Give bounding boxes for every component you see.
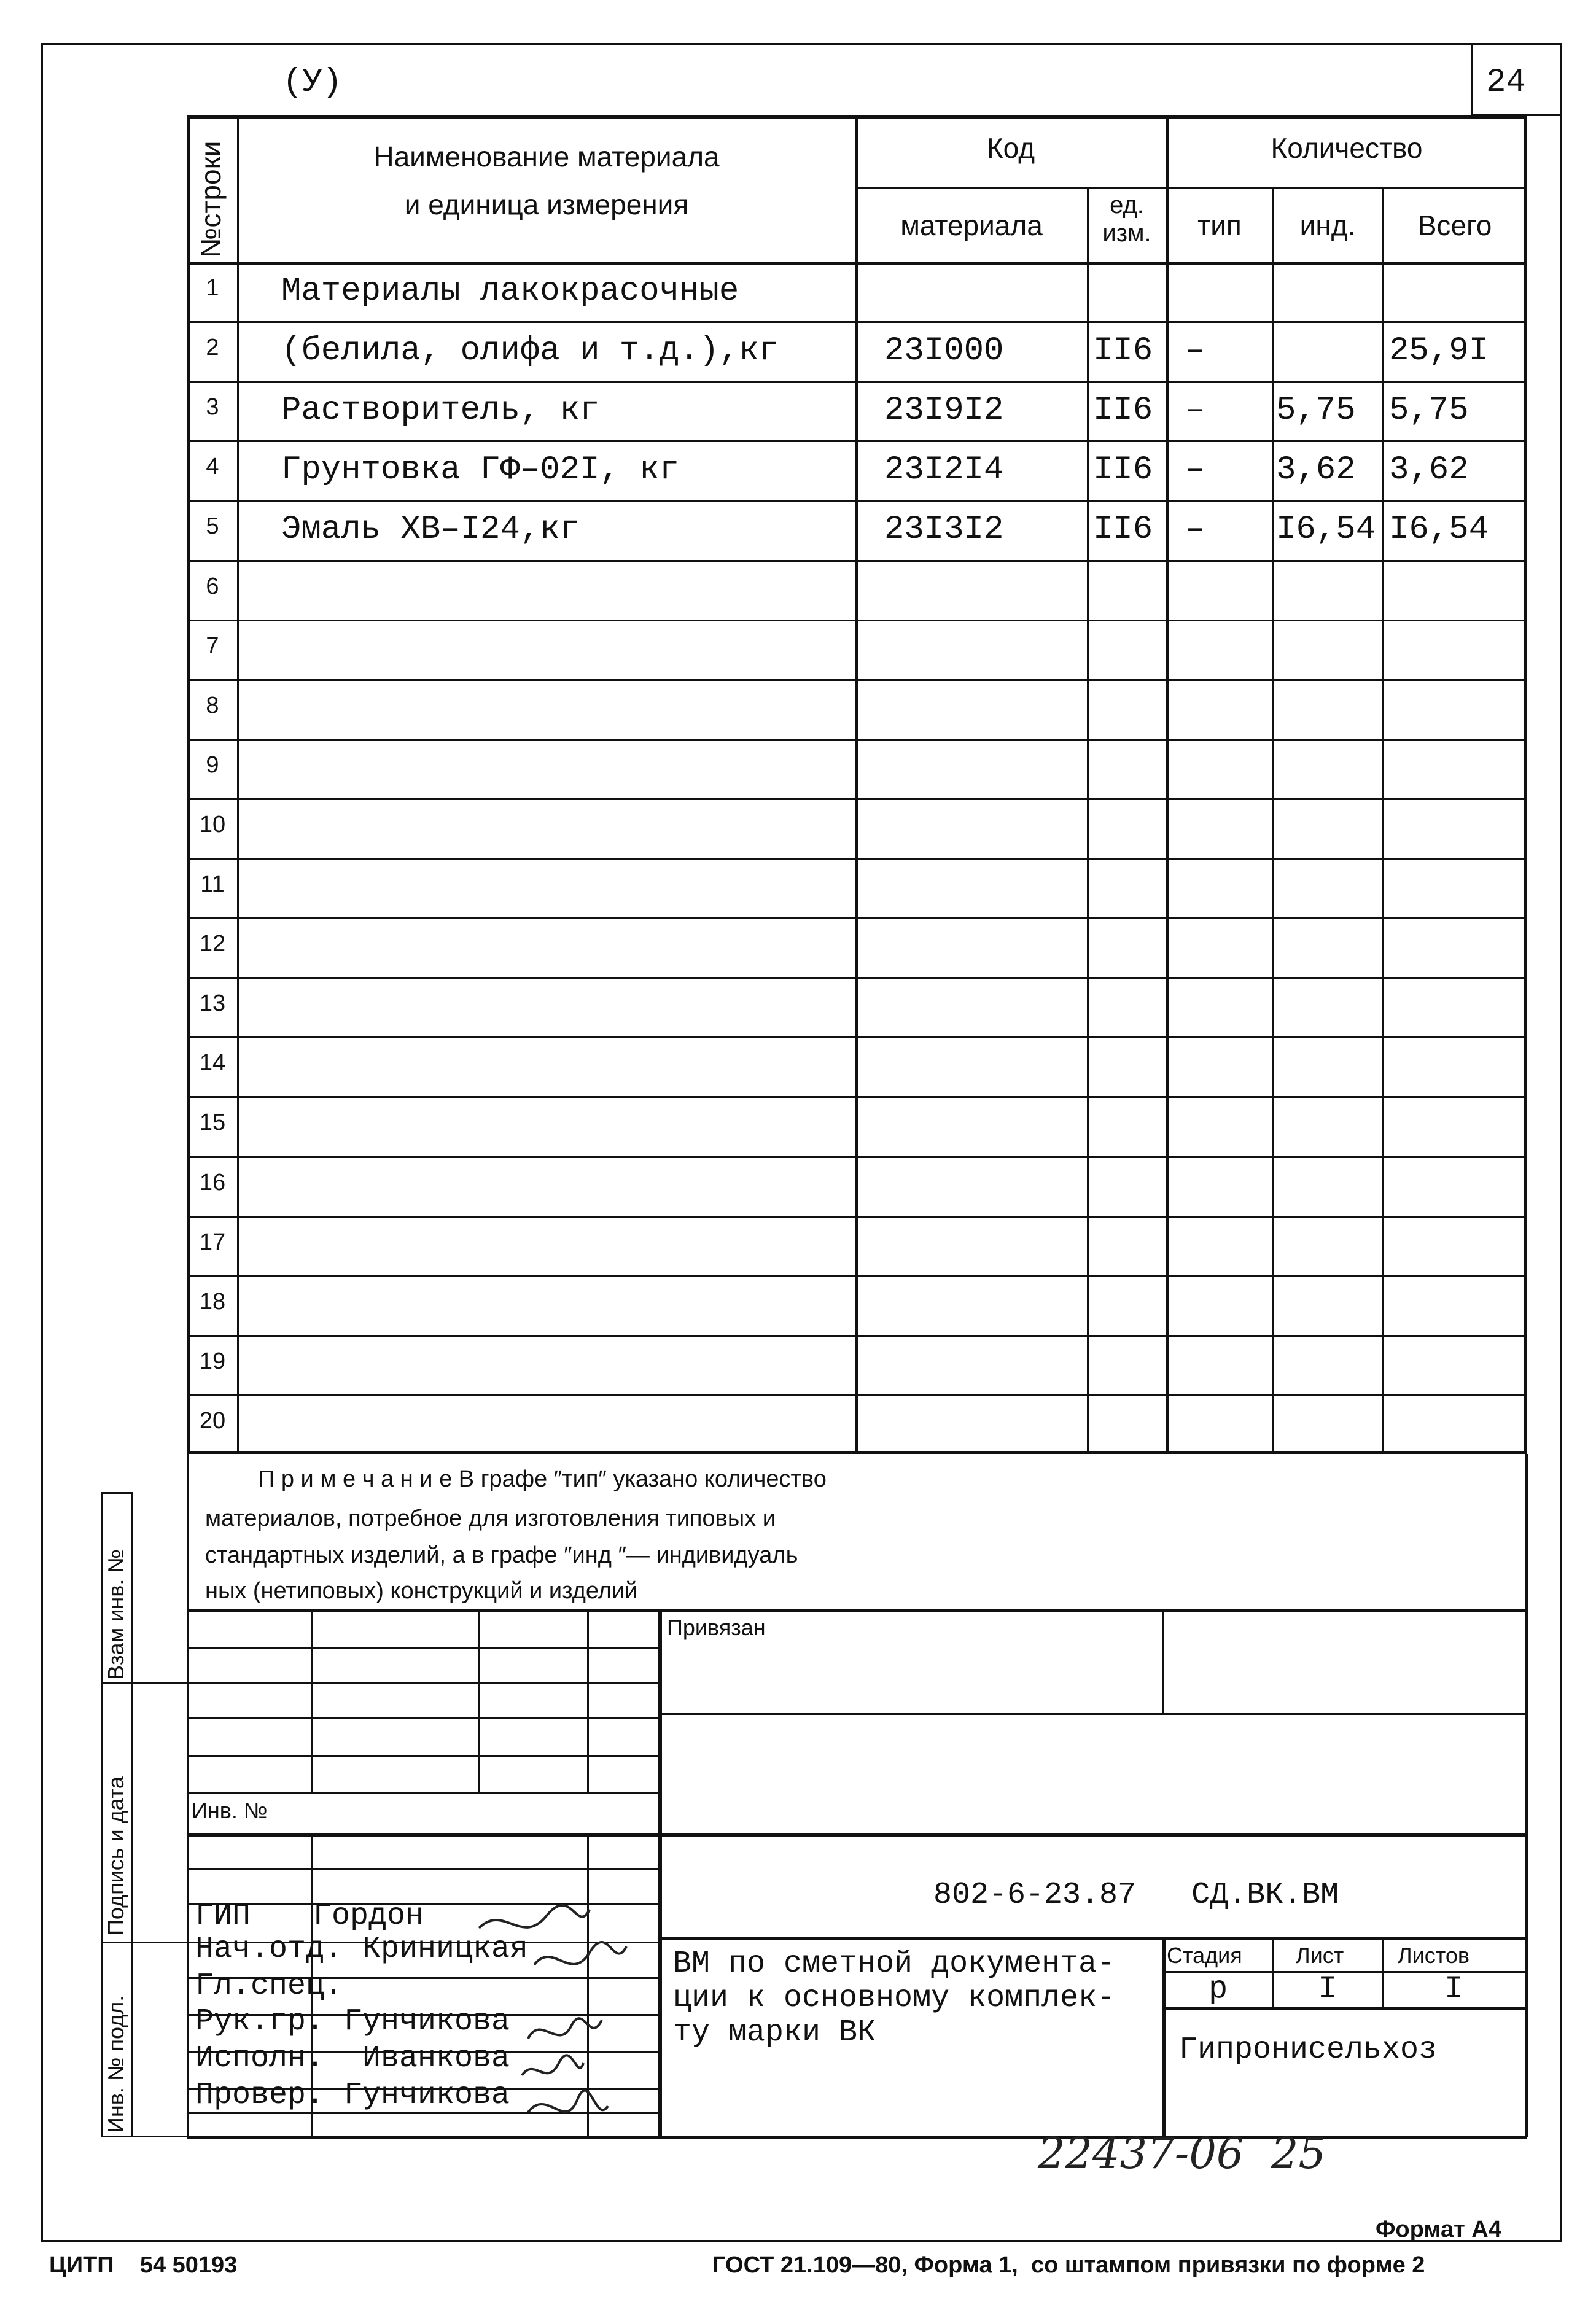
sheet-value: I — [1318, 1971, 1337, 2007]
row-name: Растворитель, кг — [281, 392, 600, 430]
footer-right: ГОСТ 21.109—80, Форма 1, со штампом привязки по форме 2 — [712, 2252, 1425, 2278]
row-number: 16 — [199, 1169, 226, 1195]
row-number: 6 — [206, 573, 219, 599]
col-divider-unit — [1166, 115, 1169, 1454]
privyazan-label: Привязан — [667, 1615, 766, 1640]
person-name-6: Гунчикова — [344, 2078, 510, 2113]
header-quantity: Количество — [1271, 132, 1423, 164]
header-code: Код — [986, 132, 1035, 164]
side-strip-bottom — [101, 2136, 187, 2137]
side-strip-left — [101, 1492, 103, 2137]
side-podpis: Подпись и дата — [103, 1776, 128, 1935]
side-strip-div-1 — [101, 1682, 187, 1684]
form-mark: (У) — [282, 64, 343, 101]
row-unit: II6 — [1093, 392, 1153, 430]
person-role-6: Провер. — [195, 2078, 325, 2113]
col-divider-code — [1087, 187, 1089, 1454]
format-label: Формат А4 — [1376, 2217, 1501, 2242]
person-role-1: ГИП — [195, 1899, 251, 1934]
row-number: 1 — [206, 275, 219, 301]
stage-value: р — [1209, 1971, 1228, 2007]
row-line — [187, 381, 1527, 383]
row-number: 11 — [200, 871, 225, 897]
stamp-col-2 — [478, 1609, 480, 1793]
row-name: (белила, олифа и т.д.),кг — [281, 332, 779, 370]
row-unit: II6 — [1093, 451, 1153, 489]
row-ind: 5,75 — [1276, 392, 1356, 430]
stage-label: Стадия — [1167, 1943, 1242, 1968]
header-q-type: тип — [1197, 209, 1242, 241]
stamp-row-3 — [187, 1717, 658, 1719]
row-code: 23I2I4 — [884, 451, 1004, 489]
header-code-material: материала — [900, 209, 1043, 241]
doc-title-1: ВМ по сметной документа- — [673, 1946, 1116, 1981]
stamp-row-4 — [187, 1755, 658, 1757]
row-line — [187, 1096, 1527, 1098]
privyazan-divider — [1162, 1609, 1164, 1713]
row-number: 7 — [206, 632, 219, 659]
row-number: 4 — [206, 454, 219, 480]
header-code-unit-2: изм. — [1102, 220, 1151, 247]
col-divider-ind — [1382, 187, 1384, 1454]
person-name-1: Гордон — [313, 1899, 424, 1934]
stage-col-2 — [1382, 1937, 1384, 2007]
side-inv-podl: Инв. № подл. — [103, 1995, 128, 2133]
row-line — [187, 1335, 1527, 1337]
person-name-4: Гунчикова — [344, 2004, 510, 2039]
col-divider-type — [1272, 187, 1274, 1454]
header-code-unit: ед. — [1110, 192, 1144, 219]
row-number: 10 — [199, 811, 226, 838]
header-name-2: и единица измерения — [404, 189, 689, 220]
row-total: 5,75 — [1389, 392, 1469, 430]
handwritten-number: 22437-06 25 — [1038, 2128, 1326, 2179]
row-number: 15 — [199, 1110, 226, 1136]
side-strip-right — [131, 1492, 133, 2137]
row-name: Грунтовка ГФ–02I, кг — [281, 451, 680, 489]
note-line-3: стандартных изделий, а в графе ″инд ″— индивидуаль — [205, 1542, 798, 1568]
stamp-row-8 — [187, 1868, 658, 1870]
row-line — [187, 798, 1527, 800]
title-block-top — [658, 1937, 1527, 1940]
row-line — [187, 500, 1527, 502]
stamp-col-3 — [587, 1609, 589, 1793]
row-line — [187, 977, 1527, 979]
page-number-divider — [1471, 43, 1473, 115]
note-line-4: ных (нетиповых) конструкций и изделий — [205, 1578, 638, 1604]
person-name-2: Криницкая — [362, 1932, 529, 1967]
sheets-label: Листов — [1398, 1943, 1469, 1968]
row-line — [187, 1275, 1527, 1277]
sheets-value: I — [1444, 1971, 1464, 2007]
note-line-1: П р и м е ч а н и е В графе ″тип″ указано количество — [258, 1466, 827, 1492]
privyazan-bottom — [658, 1713, 1527, 1715]
doc-code: 802-6-23.87 СД.ВК.ВМ — [933, 1878, 1339, 1913]
header-q-ind: инд. — [1299, 209, 1356, 241]
row-line — [187, 321, 1527, 323]
row-number: 14 — [199, 1050, 226, 1076]
row-line — [187, 1394, 1527, 1396]
person-role-4: Рук.гр. — [195, 2004, 325, 2039]
note-right-border — [1525, 1454, 1528, 2137]
row-unit: II6 — [1093, 332, 1153, 370]
doc-code-top — [658, 1833, 1527, 1835]
person-role-2: Нач.отд. — [195, 1932, 343, 1967]
row-number: 20 — [199, 1407, 226, 1434]
row-ind: I6,54 — [1276, 511, 1376, 549]
header-mid-line — [855, 187, 1527, 189]
row-code: 23I3I2 — [884, 511, 1004, 549]
header-name: Наименование материала — [373, 141, 720, 173]
col-divider-rowno — [237, 115, 239, 1454]
header-row-no: №строки — [195, 141, 227, 258]
row-total: I6,54 — [1389, 511, 1489, 549]
row-line — [187, 440, 1527, 442]
row-number: 17 — [199, 1229, 226, 1255]
side-strip-top — [101, 1492, 131, 1494]
stamp-row-5 — [187, 1792, 658, 1794]
row-line — [187, 679, 1527, 681]
row-number: 8 — [206, 692, 219, 718]
row-type: – — [1185, 332, 1205, 370]
organization: Гипронисельхоз — [1179, 2032, 1438, 2067]
row-code: 23I000 — [884, 332, 1004, 370]
row-type: – — [1185, 392, 1205, 430]
row-line — [187, 1156, 1527, 1158]
row-type: – — [1185, 511, 1205, 549]
person-role-5: Исполн. — [195, 2041, 325, 2076]
row-number: 19 — [199, 1348, 226, 1374]
row-number: 13 — [199, 990, 226, 1017]
row-number: 5 — [206, 513, 219, 540]
row-number: 18 — [199, 1288, 226, 1315]
row-ind: 3,62 — [1276, 451, 1356, 489]
row-number: 2 — [206, 335, 219, 361]
note-line-2: материалов, потребное для изготовления типовых и — [205, 1506, 776, 1531]
row-total: 25,9I — [1389, 332, 1489, 370]
row-line — [187, 1036, 1527, 1038]
stamp-col-main — [658, 1609, 662, 2136]
row-total: 3,62 — [1389, 451, 1469, 489]
row-type: – — [1185, 451, 1205, 489]
stamp-top-line — [187, 1609, 1527, 1612]
signatures — [467, 1891, 651, 2149]
row-number: 12 — [199, 931, 226, 957]
row-line — [187, 560, 1527, 562]
page-number: 24 — [1486, 64, 1526, 101]
footer-left: ЦИТП 54 50193 — [49, 2252, 238, 2278]
doc-title-2: ции к основному комплек- — [673, 1981, 1116, 2016]
row-line — [187, 739, 1527, 741]
row-unit: II6 — [1093, 511, 1153, 549]
row-line — [187, 1216, 1527, 1218]
person-name-5: Иванкова — [362, 2041, 510, 2076]
col-divider-name — [855, 115, 858, 1454]
side-strip-div-2 — [101, 1942, 187, 1943]
row-number: 3 — [206, 394, 219, 421]
stamp-row-1 — [187, 1647, 658, 1649]
row-number: 9 — [206, 752, 219, 778]
doc-title-3: ту марки ВК — [673, 2015, 876, 2050]
side-vzam: Взам инв. № — [103, 1549, 128, 1680]
sheet-label: Лист — [1296, 1943, 1344, 1968]
inv-no-label: Инв. № — [192, 1798, 268, 1823]
row-line — [187, 858, 1527, 860]
row-line — [187, 620, 1527, 621]
header-q-total: Всего — [1417, 209, 1492, 241]
person-role-3: Гл.спец. — [195, 1969, 343, 2004]
stamp-row-2 — [187, 1682, 658, 1684]
row-name: Эмаль ХВ–I24,кг — [281, 511, 580, 549]
row-line — [187, 917, 1527, 919]
row-name: Материалы лакокрасочные — [281, 273, 739, 310]
row-code: 23I9I2 — [884, 392, 1004, 430]
stamp-left-border — [187, 1454, 189, 2137]
stamp-col-1 — [311, 1609, 313, 1793]
stage-col-1 — [1272, 1937, 1274, 2007]
title-block-divider — [1162, 1937, 1166, 2136]
